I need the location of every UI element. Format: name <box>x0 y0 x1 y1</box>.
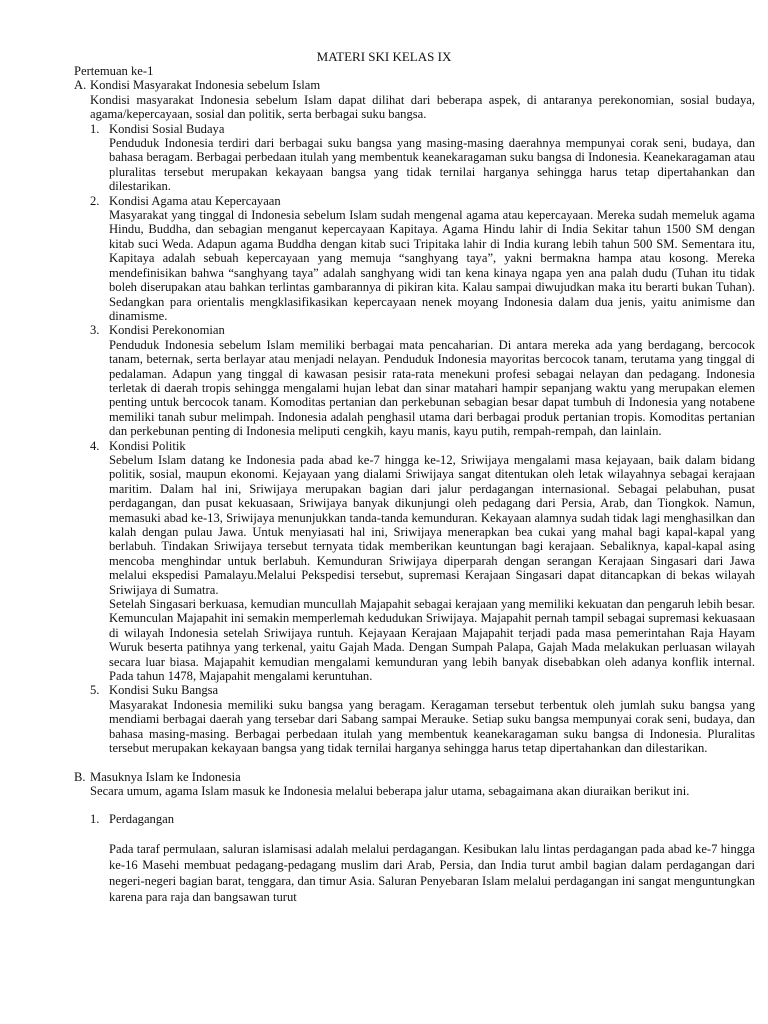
item-heading: Kondisi Agama atau Kepercayaan <box>109 193 281 208</box>
item-number: 2. <box>90 193 100 208</box>
item-number: 3. <box>90 323 100 338</box>
item-paragraph: Penduduk Indonesia terdiri dari berbagai suku bangsa yang masing-masing daerahnya mempunyai corak seni, budaya, dan bahasa beragam. Berbagai perbedaan itulah yang membentuk keanekaragaman suku bangsa di Indonesia. Keanekaragaman atau pluralitas tersebut merupakan kekayaan bangsa yang tidak ternilai harganya sehingga harus tetap dipertahankan dan dilestarikan. <box>109 136 755 194</box>
item-heading: Kondisi Perekonomian <box>109 323 225 338</box>
document-title: MATERI SKI KELAS IX <box>316 49 452 64</box>
section-letter: A. <box>74 78 87 93</box>
item-number: 4. <box>90 438 100 453</box>
item-paragraph: Masyarakat Indonesia memiliki suku bangsa yang beragam. Keragaman tersebut terbentuk oleh jumlah suku bangsa yang mendiami berbagai daerah yang tersebar dari Sabang sampai Merauke. Setiap suku bangsa mempunyai corak seni, budaya, dan bahasa masing-masing. Berbagai perbedaan itulah yang membentuk keanekaragaman suku bangsa di Indonesia. Pluralitas tersebut merupakan kekayaan bangsa yang tidak ternilai harganya sehingga harus tetap dipertahankan dan dilestarikan. <box>109 697 755 756</box>
meeting-label: Pertemuan ke-1 <box>74 64 154 78</box>
section-letter: B. <box>74 769 86 784</box>
item-heading: Kondisi Sosial Budaya <box>109 121 225 136</box>
item-paragraph: Penduduk Indonesia sebelum Islam memiliki berbagai mata pencaharian. Di antara mereka ada yang berdagang, bercocok tanam, beternak, serta berlayar atau menjadi nelayan. Penduduk Indonesia mayoritas bercocok tanam, terutama yang tinggal di pedalaman. Adapun yang tinggal di kawasan pesisir rata-rata menekuni profesi sebagai nelayan dan pedagang. Indonesia terletak di daerah tropis sehingga mengalami hujan lebat dan sinar matahari hampir sepanjang waktu yang merupakan elemen penting untuk bercocok tanam. Komoditas pertanian dan perkebunan sebagian besar dapat tumbuh di Indonesia yang notabene memiliki tanah subur melimpah. Indonesia adalah penghasil utama dari berbagai produk pertanian tropis. Komoditas pertanian dan perkebunan penting di Indonesia meliputi cengkih, kayu manis, kayu putih, rempah-rempah, dan lainlain. <box>109 337 755 439</box>
item-paragraph: Pada taraf permulaan, saluran islamisasi adalah melalui perdagangan. Kesibukan lalu lintas perdagangan pada abad ke-7 hingga ke-16 Masehi membuat pedagang-pedagang muslim dari Arab, Persia, dan India turut ambil bagian dalam perdagangan dari negeri-negeri bagian barat, tenggara, dan timur Asia. Saluran Penyebaran Islam melalui perdagangan ini sangat menguntungkan karena para raja dan bangsawan turut <box>109 841 755 904</box>
section-a-item-1 <box>74 122 755 194</box>
item-number: 1. <box>90 812 100 827</box>
section-a-heading <box>74 78 755 92</box>
section-b-item-1 <box>74 812 755 904</box>
section-a-item-2 <box>74 194 755 324</box>
section-title: Kondisi Masyarakat Indonesia sebelum Islam <box>90 78 321 93</box>
item-paragraph: Setelah Singasari berkuasa, kemudian muncullah Majapahit sebagai kerajaan yang memiliki kekuatan dan pengaruh lebih besar. Kemunculan Majapahit ini semakin memperlemah kedudukan Sriwijaya. Majapahit pernah tampil sebagai supremasi kekuasaan di wilayah Indonesia setelah Sriwijaya runtuh. Kejayaan Kerajaan Majapahit terjadi pada masa pemerintahan Raja Hayam Wuruk beserta patihnya yang terkenal, yaitu Gajah Mada. Dengan Sumpah Palapa, Gajah Mada melakukan perluasan wilayah secara luar biasa. Majapahit kemudian mengalami kemunduran yang lebih banyak disebabkan oleh adanya konflik internal. Pada tahun 1478, Majapahit mengalami keruntuhan. <box>109 597 755 684</box>
item-paragraph: Sebelum Islam datang ke Indonesia pada abad ke-7 hingga ke-12, Sriwijaya mengalami masa kejayaan, baik dalam bidang politik, sosial, maupun ekonomi. Kejayaan yang dialami Sriwijaya sangat ditentukan oleh letak wilayahnya sebagai kerajaan maritim. Dalam hal ini, Sriwijaya merupakan bagian dari jalur perdagangan internasional. Sebagai pelabuhan, pusat perdagangan, dan pusat kekuasaan, Sriwijaya banyak dikunjungi oleh pedagang dari Persia, Arab, dan Tiongkok. Namun, memasuki abad ke-13, Sriwijaya menunjukkan tanda-tanda kemunduran. Kekayaan alamnya sudah tidak lagi menghasilkan dan kalah dengan pulau Jawa. Untuk menyiasati hal ini, Sriwijaya menerapkan bea cukai yang mahal bagi kapal-kapal yang berlabuh. Tindakan Sriwijaya tersebut ternyata tidak memberikan keuntungan bagi kerajaan. Sebaliknya, kapal-kapal asing mencoba menghindar untuk berlabuh. Kemunduran Sriwijaya diperparah dengan serangan Kerajaan Singasari dari Jawa melalui ekspedisi Pamalayu.Melalui Pekspedisi tersebut, supremasi Kerajaan Singasari dapat ditancapkan di bekas wilayah Sriwijaya di Sumatra. <box>109 452 755 597</box>
section-title: Masuknya Islam ke Indonesia <box>90 769 241 784</box>
section-a-intro: Kondisi masyarakat Indonesia sebelum Islam dapat dilihat dari beberapa aspek, di antaranya perekonomian, sosial budaya, agama/kepercayaan, sosial dan politik, serta berbagai suku bangsa. <box>90 92 755 122</box>
item-heading: Kondisi Suku Bangsa <box>109 683 219 698</box>
section-a-item-3 <box>74 323 755 438</box>
item-heading: Kondisi Politik <box>109 438 186 453</box>
spacer <box>74 798 755 812</box>
section-b-heading <box>74 770 755 784</box>
section-a-item-5 <box>74 683 755 755</box>
item-number: 5. <box>90 683 100 698</box>
spacer <box>74 756 755 770</box>
item-number: 1. <box>90 121 100 136</box>
spacer <box>74 827 755 841</box>
document-content <box>74 64 755 905</box>
item-heading: Perdagangan <box>109 812 175 827</box>
section-b-intro: Secara umum, agama Islam masuk ke Indonesia melalui beberapa jalur utama, sebagaimana akan diuraikan berikut ini. <box>90 783 690 798</box>
section-a-item-4 <box>74 439 755 684</box>
item-paragraph: Masyarakat yang tinggal di Indonesia sebelum Islam sudah mengenal agama atau kepercayaan. Mereka sudah memeluk agama Hindu, Buddha, dan sebagian menganut kepercayaan Kapitaya. Agama Hindu lahir di India Sekitar tahun 1500 SM dengan kitab suci Weda. Adapun agama Buddha dengan kitab suci Tripitaka lahir di India kurang lebih tahun 500 SM. Sementara itu, Kapitaya adalah sebuah kepercayaan yang memuja “sanghyang taya”, yakni bermakna hampa atau kosong. Mereka mendefinisikan bahwa “sanghyang taya” adalah sanghyang widi tan kena kinaya ngapa yen ana palah dudu (Tuhan itu tidak boleh diserupakan atau bahkan terlintas gambarannya di pikiran kita. Kalau sampai diwujudkan maka itu berarti bukan Tuhan). Sedangkan para orientalis mengklasifikasikan kepercayaan nenek moyang Indonesia dalam dua jenis, yaitu animisme dan dinamisme. <box>109 208 755 323</box>
